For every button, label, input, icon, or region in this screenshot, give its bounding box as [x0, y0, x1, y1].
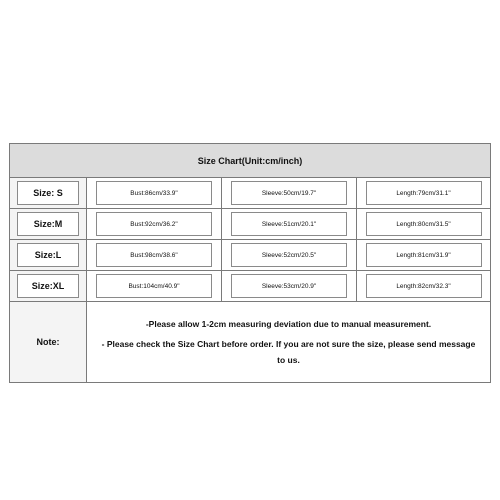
bust-value: Bust:86cm/33.9": [96, 181, 212, 205]
bust-cell: [87, 209, 222, 240]
length-cell: [357, 240, 491, 271]
bust-value: Bust:98cm/38.6": [96, 243, 212, 267]
sleeve-cell: [222, 209, 357, 240]
length-value: Length:82cm/32.3": [366, 274, 482, 298]
size-chart-table: [9, 143, 491, 383]
chart-title: Size Chart(Unit:cm/inch): [10, 144, 491, 178]
sleeve-cell: [222, 271, 357, 302]
sleeve-cell: [222, 178, 357, 209]
bust-value: Bust:92cm/36.2": [96, 212, 212, 236]
length-value: Length:80cm/31.5": [366, 212, 482, 236]
sleeve-value: Sleeve:52cm/20.5": [231, 243, 347, 267]
size-cell: [10, 240, 87, 271]
length-value: Length:79cm/31.1": [366, 181, 482, 205]
bust-cell: [87, 178, 222, 209]
bust-value: Bust:104cm/40.9": [96, 274, 212, 298]
bust-cell: [87, 271, 222, 302]
length-value: Length:81cm/31.9": [366, 243, 482, 267]
note-line-1: -Please allow 1-2cm measuring deviation due to manual measurement.: [145, 319, 432, 329]
table-row: [10, 240, 491, 271]
size-cell: [10, 209, 87, 240]
note-label: Note:: [10, 302, 87, 383]
size-cell: [10, 178, 87, 209]
table-row: [10, 178, 491, 209]
size-label: Size:L: [17, 243, 79, 267]
length-cell: [357, 178, 491, 209]
sleeve-value: Sleeve:51cm/20.1": [231, 212, 347, 236]
length-cell: [357, 209, 491, 240]
note-text: [87, 302, 491, 383]
size-label: Size:M: [17, 212, 79, 236]
table-row: [10, 271, 491, 302]
bust-cell: [87, 240, 222, 271]
size-label: Size: S: [17, 181, 79, 205]
note-row: [10, 302, 491, 383]
length-cell: [357, 271, 491, 302]
title-row: [10, 144, 491, 178]
sleeve-cell: [222, 240, 357, 271]
sleeve-value: Sleeve:53cm/20.9": [231, 274, 347, 298]
size-cell: [10, 271, 87, 302]
note-line-2: - Please check the Size Chart before order. If you are not sure the size, please send message to us.: [101, 339, 476, 365]
table-row: [10, 209, 491, 240]
sleeve-value: Sleeve:50cm/19.7": [231, 181, 347, 205]
size-label: Size:XL: [17, 274, 79, 298]
